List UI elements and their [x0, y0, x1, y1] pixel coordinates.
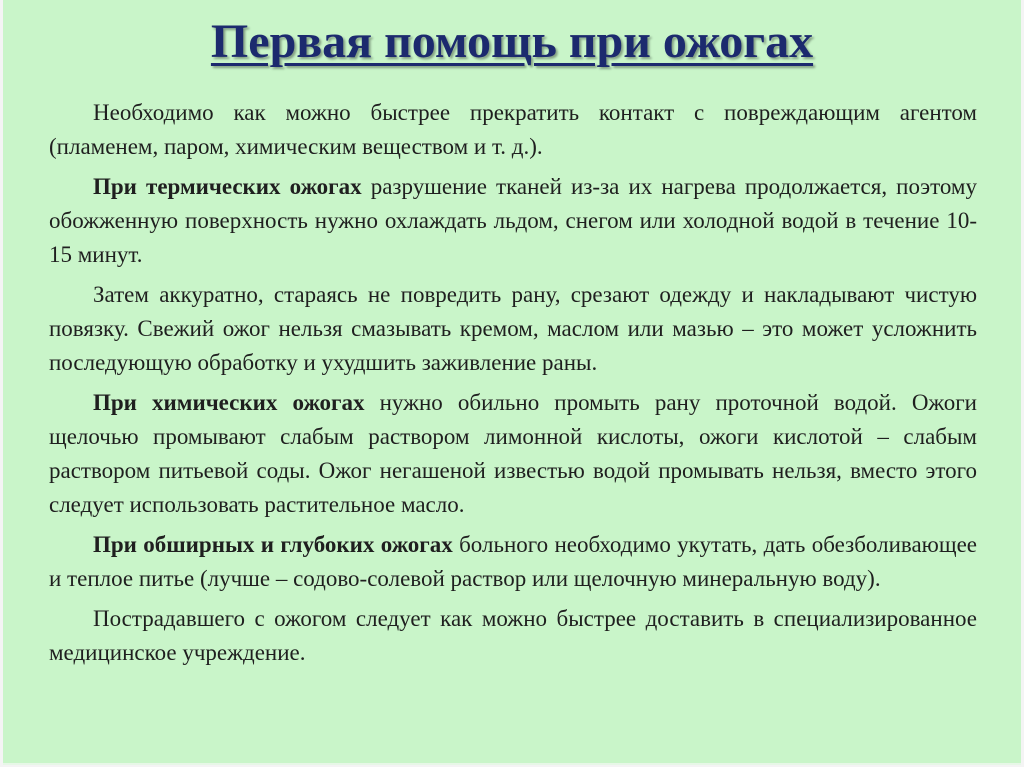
slide-body [49, 96, 977, 676]
paragraph-extensive-burns [49, 528, 977, 596]
paragraph-text: Пострадавшего с ожогом следует как можно быстрее доставить в специализированное медицинское учреждение. [49, 606, 977, 665]
slide-title: Первая помощь при ожогах [210, 15, 814, 68]
paragraph-stop-contact [49, 96, 977, 164]
paragraph-text: нужно обильно промыть рану проточной водой. Ожоги щелочью промывают слабым раствором лимонной кислоты, ожоги кислотой – слабым раствором питьевой соды. Ожог негашеной известью водой промывать нельзя, вместо этого следует использовать растительное масло. [49, 390, 977, 517]
paragraph-text: разрушение тканей из-за их нагрева продолжается, поэтому обожженную поверхность нужно охлаждать льдом, снегом или холодной водой в течение 10-15 минут. [49, 174, 977, 267]
paragraph-chemical-burns [49, 386, 977, 522]
paragraph-dressing [49, 278, 977, 380]
paragraph-lead: При термических ожогах [93, 174, 362, 199]
paragraph-lead: При химических ожогах [93, 390, 365, 415]
paragraph-text: больного необходимо укутать, дать обезболивающее и теплое питье (лучше – содово-солевой раствор или щелочную минеральную воду). [49, 532, 977, 591]
paragraph-lead: При обширных и глубоких ожогах [93, 532, 453, 557]
paragraph-text: Необходимо как можно быстрее прекратить контакт с повреждающим агентом (пламенем, паром, химическим веществом и т. д.). [49, 100, 977, 159]
paragraph-thermal-burns [49, 170, 977, 272]
paragraph-text: Затем аккуратно, стараясь не повредить рану, срезают одежду и накладывают чистую повязку. Свежий ожог нельзя смазывать кремом, маслом или мазью – это может усложнить последующую обработку и ухудшить заживление раны. [49, 282, 977, 375]
slide [3, 0, 1021, 765]
paragraph-hospital [49, 602, 977, 670]
